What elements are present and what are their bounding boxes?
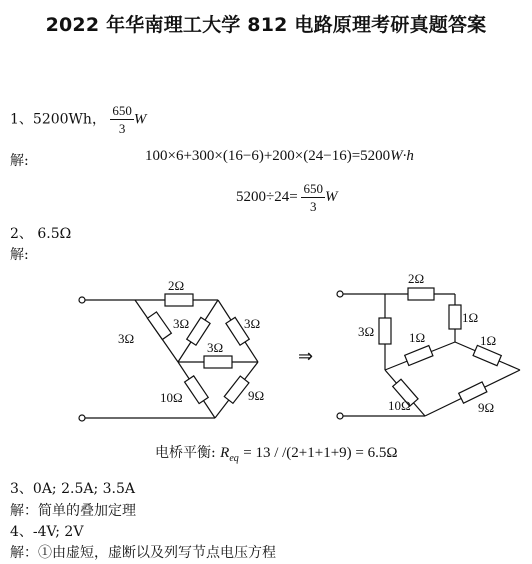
left-label-r-left-top: 3Ω xyxy=(118,331,135,346)
q1-frac-den: 3 xyxy=(118,121,126,136)
left-r-bridge xyxy=(204,356,232,368)
q1-eq2-left: 5200÷24= xyxy=(236,188,298,205)
q3-solution: 解：简单的叠加定理 xyxy=(10,503,136,519)
right-label-r-mid-a: 1Ω xyxy=(409,330,426,345)
q1-eq2-unit: W xyxy=(324,188,338,205)
left-label-r-bottom-right: 9Ω xyxy=(248,388,265,403)
left-r-left-top xyxy=(147,312,171,340)
right-r-top xyxy=(408,288,434,300)
q2-bridge-label: 电桥平衡: xyxy=(155,445,216,461)
page-title: 2022 年华南理工大学 812 电路原理考研真题答案 xyxy=(45,14,487,36)
left-label-r-mid-left: 3Ω xyxy=(173,316,190,331)
right-label-r-bottom-left: 10Ω xyxy=(388,398,411,413)
q2-solution-label: 解: xyxy=(10,247,29,263)
right-r-right-vert xyxy=(449,305,461,329)
q2-bridge-equation xyxy=(155,442,398,464)
right-label-r-bottom-right: 9Ω xyxy=(478,400,495,415)
right-terminal-bottom xyxy=(337,413,343,419)
left-label-r-mid-right: 3Ω xyxy=(244,316,261,331)
right-label-r-left: 3Ω xyxy=(358,324,375,339)
q1-eq1-unit: W·h xyxy=(390,148,414,164)
q1-eq2-den: 3 xyxy=(309,199,317,214)
q1-eq2-num: 650 xyxy=(303,181,323,196)
right-r-mid-b xyxy=(473,345,501,365)
right-r-left xyxy=(379,318,391,344)
q1-solution-label: 解: xyxy=(10,153,29,169)
left-terminal-bottom xyxy=(79,415,85,421)
q4-solution: 解：①由虚短，虚断以及列写节点电压方程 xyxy=(10,545,276,561)
left-label-r-bottom-left: 10Ω xyxy=(160,390,183,405)
left-r-top xyxy=(165,294,193,306)
left-r-bottom-right xyxy=(224,376,249,403)
q1-unit: W xyxy=(133,111,147,128)
left-label-r-bridge: 3Ω xyxy=(207,340,224,355)
left-terminal-top xyxy=(79,297,85,303)
right-r-mid-a xyxy=(405,346,433,366)
right-label-r-right-vert: 1Ω xyxy=(462,310,479,325)
q3-answer: 3、0A; 2.5A; 3.5A xyxy=(10,481,136,497)
q2-answer: 2、 6.5Ω xyxy=(10,226,72,242)
q2-bridge-eq-body: = 13 / /(2+1+1+9) = 6.5Ω xyxy=(243,445,398,461)
right-label-r-mid-b: 1Ω xyxy=(480,333,497,348)
q2-req-symbol: R xyxy=(220,445,230,461)
left-r-bottom-left xyxy=(185,376,209,404)
q1-answer-prefix: 1、5200Wh， xyxy=(10,111,106,128)
q1-eq1-body: 100×6+300×(16−6)+200×(24−16)=5200 xyxy=(145,148,391,164)
right-label-r-top: 2Ω xyxy=(408,271,425,286)
right-terminal-top xyxy=(337,291,343,297)
left-label-r-top: 2Ω xyxy=(168,278,185,293)
q2-req-subscript: eq xyxy=(229,452,239,464)
transform-arrow: ⇒ xyxy=(298,346,314,366)
q1-frac-num: 650 xyxy=(112,103,132,118)
q4-answer: 4、-4V; 2V xyxy=(10,524,84,540)
